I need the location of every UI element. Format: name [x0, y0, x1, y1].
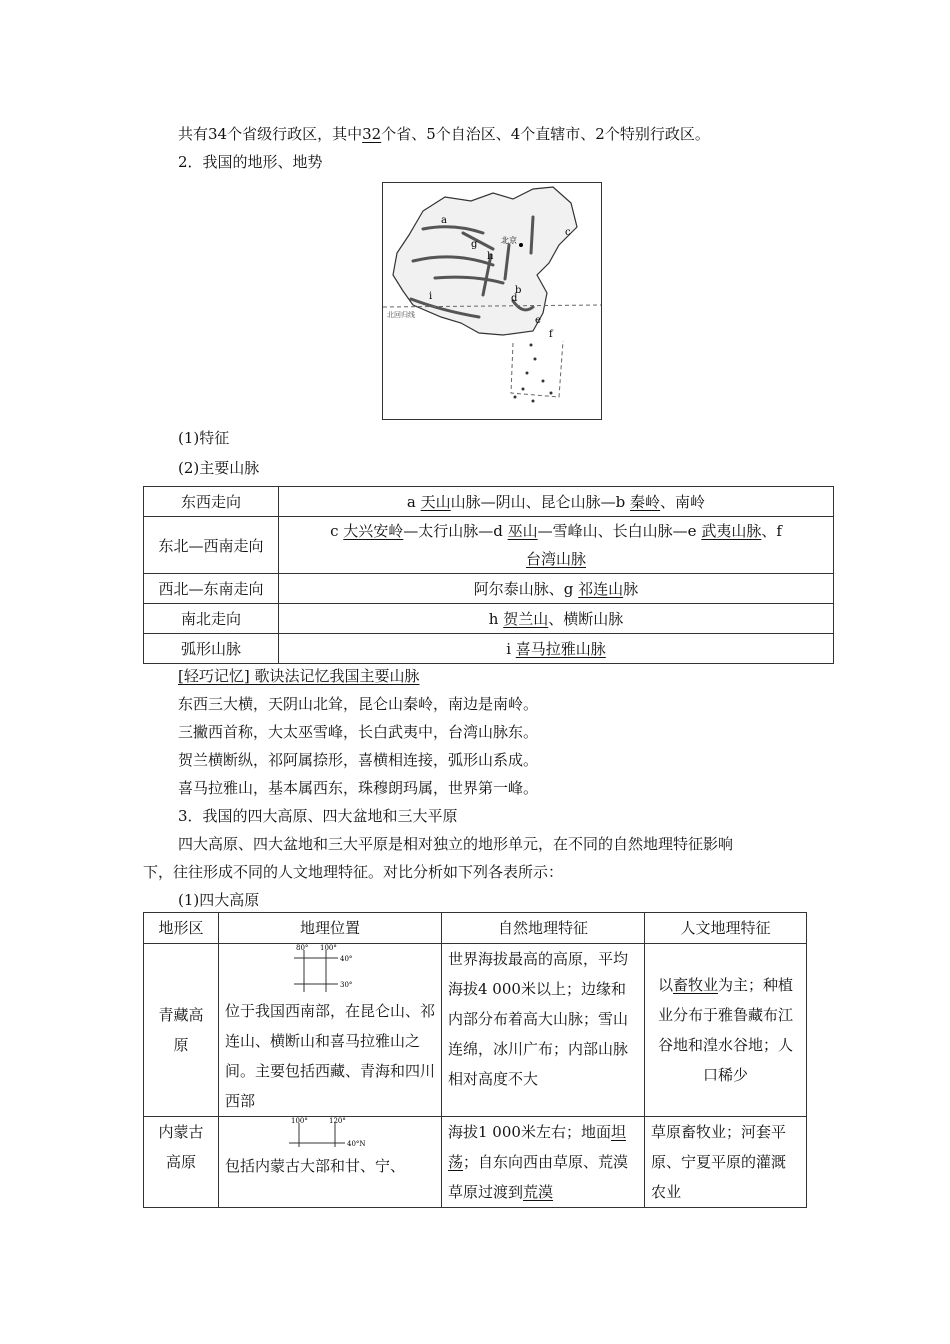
plateau-subheading: (1)四大高原: [178, 891, 260, 909]
map-label-e: e: [535, 315, 541, 326]
table-row: 青藏高 原 80° 100° 40° 30° 位于我国西南部，在昆仑山、祁连山、横断山和喜马拉雅山之间。主要包括西藏、青海和四川西部 世界海拔最高的高原，平均海拔4 000米以上；边缘和内部分布着高大山脉；雪山连绵，冰川广布；内部山脉相对高度不大 以畜牧业为主；种植业分布于雅鲁藏布江谷地和湟水谷地；人口稀少: [144, 944, 807, 1117]
map-label-a: a: [441, 215, 447, 226]
map-label-c: c: [565, 227, 571, 238]
table-header-row: 地形区 地理位置 自然地理特征 人文地理特征: [144, 913, 807, 944]
tropic-label: 北回归线: [387, 311, 415, 319]
china-terrain-map: [382, 182, 602, 420]
map-label-b: b: [515, 285, 522, 296]
map-label-d: d: [511, 293, 518, 304]
section-3-paragraph-2: 下，往往形成不同的人文地理特征。对比分析如下列各表所示：: [143, 863, 564, 881]
latitude-grid-icon: [285, 1117, 375, 1151]
latitude-grid-icon: [290, 944, 370, 994]
map-label-f: f: [549, 329, 553, 340]
table-row: 内蒙古 高原 100° 120° 40°N 包括内蒙古大部和甘、宁、 海拔1 000米左右；地面坦荡；自东向西由草原、荒漠草原过渡到荒漠 草原畜牧业；河套平原、宁夏平原的灌溉农业: [144, 1117, 807, 1208]
feature-heading-1: (1)特征: [178, 429, 230, 447]
table-row: 西北—东南走向 阿尔泰山脉、g 祁连山脉: [144, 574, 834, 604]
feature-heading-2: (2)主要山脉: [178, 459, 260, 477]
svg-text:120°: 120°: [329, 1117, 346, 1125]
mountain-table: [143, 486, 834, 664]
svg-text:100°: 100°: [291, 1117, 308, 1125]
table-row: 东西走向 a 天山山脉—阴山、昆仑山脉—b 秦岭、南岭: [144, 487, 834, 517]
map-label-g: g: [471, 239, 478, 250]
memory-line: 东西三大横，天阴山北耸，昆仑山秦岭，南边是南岭。: [178, 695, 539, 713]
section-3-paragraph-1: 四大高原、四大盆地和三大平原是相对独立的地形单元，在不同的自然地理特征影响: [178, 835, 734, 853]
svg-text:30°: 30°: [340, 981, 353, 989]
memory-line: 三撇西首称，大太巫雪峰，长白武夷中，台湾山脉东。: [178, 723, 539, 741]
beijing-label: 北京: [501, 236, 517, 245]
memory-title: [轻巧记忆] 歌诀法记忆我国主要山脉: [178, 667, 420, 685]
memory-line: 贺兰横断纵，祁阿属捺形，喜横相连接，弧形山系成。: [178, 751, 539, 769]
table-row: 弧形山脉 i 喜马拉雅山脉: [144, 634, 834, 664]
table-row: 南北走向 h 贺兰山、横断山脉: [144, 604, 834, 634]
svg-text:40°: 40°: [340, 955, 353, 963]
svg-text:40°N: 40°N: [347, 1140, 366, 1148]
svg-text:100°: 100°: [320, 944, 337, 952]
map-label-i: i: [429, 291, 433, 302]
section-3-title: 3．我国的四大高原、四大盆地和三大平原: [178, 807, 458, 825]
memory-line: 喜马拉雅山，基本属西东，珠穆朗玛属，世界第一峰。: [178, 779, 539, 797]
map-label-h: h: [487, 251, 494, 262]
table-row: 东北—西南走向 c 大兴安岭—太行山脉—d 巫山—雪峰山、长白山脉—e 武夷山脉、f 台湾山脉: [144, 517, 834, 574]
svg-text:80°: 80°: [296, 944, 309, 952]
plateau-table: [143, 912, 807, 1208]
section-2-title: 2．我国的地形、地势: [178, 153, 323, 171]
intro-paragraph: 共有34个省级行政区，其中32个省、5个自治区、4个直辖市、2个特别行政区。: [178, 125, 710, 143]
